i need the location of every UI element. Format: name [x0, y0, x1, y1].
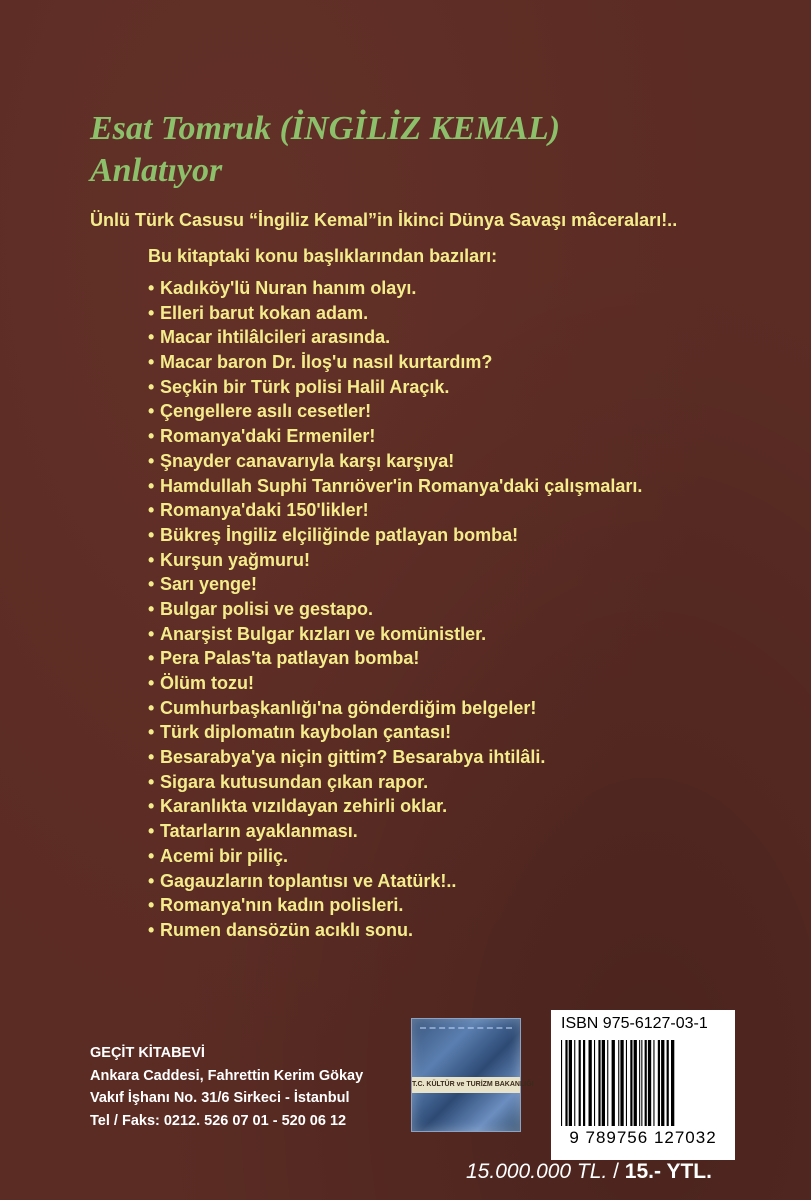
- barcode-bar: [639, 1040, 640, 1126]
- topics-list: [148, 276, 642, 943]
- barcode-bar: [574, 1040, 575, 1126]
- topic-item: [148, 325, 642, 350]
- ministry-hologram-sticker: [411, 1018, 534, 1132]
- topic-text: Romanya'daki 150'likler!: [160, 500, 369, 521]
- bullet-icon: •: [148, 475, 155, 496]
- topic-text: Seçkin bir Türk polisi Halil Araçık.: [160, 376, 450, 397]
- isbn-label: ISBN 975-6127-03-1: [561, 1015, 708, 1032]
- topic-text: Acemi bir piliç.: [160, 845, 289, 866]
- topic-item: [148, 869, 642, 894]
- topic-item: [148, 399, 642, 424]
- bullet-icon: •: [148, 450, 155, 471]
- topic-text: Rumen dansözün acıklı sonu.: [160, 919, 414, 940]
- topic-item: [148, 350, 642, 375]
- price-old: 15.000.000 TL.: [466, 1160, 608, 1183]
- bullet-icon: •: [148, 327, 155, 348]
- topic-item: [148, 276, 642, 301]
- topic-text: Sigara kutusundan çıkan rapor.: [160, 771, 429, 792]
- topic-text: Tatarların ayaklanması.: [160, 821, 358, 842]
- title-line-2: Anlatıyor: [90, 152, 223, 189]
- barcode-bars: [559, 1040, 727, 1126]
- bullet-icon: •: [148, 623, 155, 644]
- publisher-phone: Tel / Faks: 0212. 526 07 01 - 520 06 12: [90, 1112, 347, 1129]
- topic-text: Bulgar polisi ve gestapo.: [160, 598, 374, 619]
- publisher-name: GEÇİT KİTABEVİ: [90, 1045, 205, 1061]
- barcode-bar: [569, 1040, 572, 1126]
- bullet-icon: •: [148, 352, 155, 373]
- bullet-icon: •: [148, 747, 155, 768]
- publisher-address-1: Ankara Caddesi, Fahrettin Kerim Gökay: [90, 1067, 364, 1084]
- topic-text: Şnayder canavarıyla karşı karşıya!: [160, 450, 455, 471]
- bullet-icon: •: [148, 919, 155, 940]
- topic-text: Macar baron Dr. İloş'u nasıl kurtardım?: [160, 352, 493, 373]
- bullet-icon: •: [148, 500, 155, 521]
- publisher-address-2: Vakıf İşhanı No. 31/6 Sirkeci - İstanbul: [90, 1090, 350, 1106]
- topic-text: Romanya'nın kadın polisleri.: [160, 895, 404, 916]
- barcode-bar: [589, 1040, 592, 1126]
- topic-item: [148, 819, 642, 844]
- topic-item: [148, 548, 642, 573]
- topic-text: Cumhurbaşkanlığı'na gönderdiğim belgeler!: [160, 697, 537, 718]
- price-new: 15.- YTL.: [624, 1160, 712, 1183]
- price-separator: /: [607, 1160, 625, 1183]
- bullet-icon: •: [148, 845, 155, 866]
- topic-item: [148, 671, 642, 696]
- topic-text: Kurşun yağmuru!: [160, 549, 311, 570]
- topic-item: [148, 794, 642, 819]
- bullet-icon: •: [148, 673, 155, 693]
- topic-item: [148, 745, 642, 770]
- topic-text: Bükreş İngiliz elçiliğinde patlayan bomba!: [160, 524, 519, 545]
- bullet-icon: •: [148, 549, 155, 570]
- barcode-bar: [620, 1040, 623, 1126]
- topic-item: [148, 770, 642, 795]
- topic-item: [148, 646, 642, 671]
- topic-text: Çengellere asılı cesetler!: [160, 401, 372, 422]
- barcode-bar: [667, 1040, 669, 1126]
- barcode-bar: [583, 1040, 585, 1126]
- bullet-icon: •: [148, 697, 155, 718]
- bullet-icon: •: [148, 771, 155, 792]
- barcode-bar: [612, 1040, 615, 1126]
- price-line: [466, 1160, 712, 1184]
- topic-text: Elleri barut kokan adam.: [160, 302, 369, 323]
- bullet-icon: •: [148, 648, 155, 669]
- topic-item: [148, 498, 642, 523]
- barcode-bar: [618, 1040, 619, 1126]
- publisher-info: [90, 1042, 363, 1132]
- topic-item: [148, 696, 642, 721]
- bullet-icon: •: [148, 574, 155, 595]
- topic-text: Hamdullah Suphi Tanrıöver'in Romanya'daki çalışmaları.: [160, 475, 643, 496]
- barcode-number: 9 789756 127032: [569, 1128, 717, 1147]
- barcode-bar: [634, 1040, 637, 1126]
- barcode-bar: [645, 1040, 647, 1126]
- bullet-icon: •: [148, 524, 155, 545]
- bullet-icon: •: [148, 722, 155, 743]
- topic-text: Besarabya'ya niçin gittim? Besarabya ihtilâli.: [160, 747, 546, 768]
- barcode-bar: [653, 1040, 654, 1126]
- topic-item: [148, 893, 642, 918]
- topic-text: Romanya'daki Ermeniler!: [160, 426, 376, 447]
- bullet-icon: •: [148, 302, 155, 323]
- barcode-bar: [565, 1040, 567, 1126]
- barcode-bar: [602, 1040, 605, 1126]
- bullet-icon: •: [148, 401, 155, 422]
- sticker-label: T.C. KÜLTÜR ve TURİZM BAKANLIĞI: [412, 1077, 520, 1093]
- book-subtitle: Ünlü Türk Casusu “İngiliz Kemal”in İkinci Dünya Savaşı mâceraları!..: [90, 210, 678, 230]
- barcode-panel: [551, 1010, 735, 1160]
- barcode-bar: [579, 1040, 581, 1126]
- barcode-bar: [658, 1040, 660, 1126]
- book-title: [90, 108, 560, 192]
- barcode-bar: [641, 1040, 642, 1126]
- title-line-1: Esat Tomruk (İNGİLİZ KEMAL): [90, 110, 561, 147]
- bullet-icon: •: [148, 278, 155, 298]
- barcode-bar: [630, 1040, 632, 1126]
- topic-item: [148, 844, 642, 869]
- topic-text: Kadıköy'lü Nuran hanım olayı.: [160, 278, 417, 298]
- bullet-icon: •: [148, 870, 155, 891]
- topic-item: [148, 474, 642, 499]
- topic-text: Ölüm tozu!: [160, 673, 254, 693]
- barcode-bar: [561, 1040, 562, 1126]
- barcode-bar: [661, 1040, 664, 1126]
- topic-text: Türk diplomatın kaybolan çantası!: [160, 722, 452, 743]
- topic-text: Sarı yenge!: [160, 574, 258, 595]
- bullet-icon: •: [148, 796, 155, 817]
- topic-item: [148, 424, 642, 449]
- bullet-icon: •: [148, 895, 155, 916]
- hologram-pattern: [420, 1027, 512, 1049]
- bullet-icon: •: [148, 426, 155, 447]
- topic-text: Pera Palas'ta patlayan bomba!: [160, 648, 420, 669]
- topic-text: Karanlıkta vızıldayan zehirli oklar.: [160, 796, 448, 817]
- bullet-icon: •: [148, 821, 155, 842]
- barcode-bar: [598, 1040, 600, 1126]
- bullet-icon: •: [148, 376, 155, 397]
- topic-item: [148, 597, 642, 622]
- topic-text: Anarşist Bulgar kızları ve komünistler.: [160, 623, 487, 644]
- topic-item: [148, 720, 642, 745]
- bullet-icon: •: [148, 598, 155, 619]
- topic-text: Gagauzların toplantısı ve Atatürk!..: [160, 870, 457, 891]
- topic-text: Macar ihtilâlcileri arasında.: [160, 327, 391, 348]
- topic-item: [148, 375, 642, 400]
- topic-item: [148, 301, 642, 326]
- topic-item: [148, 918, 642, 943]
- barcode-bar: [626, 1040, 627, 1126]
- topics-heading: Bu kitaptaki konu başlıklarından bazıları:: [148, 246, 498, 266]
- barcode-bar: [648, 1040, 651, 1126]
- barcode-bar: [607, 1040, 608, 1126]
- barcode-bar: [594, 1040, 595, 1126]
- topic-item: [148, 622, 642, 647]
- topic-item: [148, 523, 642, 548]
- topic-item: [148, 449, 642, 474]
- topic-item: [148, 572, 642, 597]
- barcode-bar: [671, 1040, 674, 1126]
